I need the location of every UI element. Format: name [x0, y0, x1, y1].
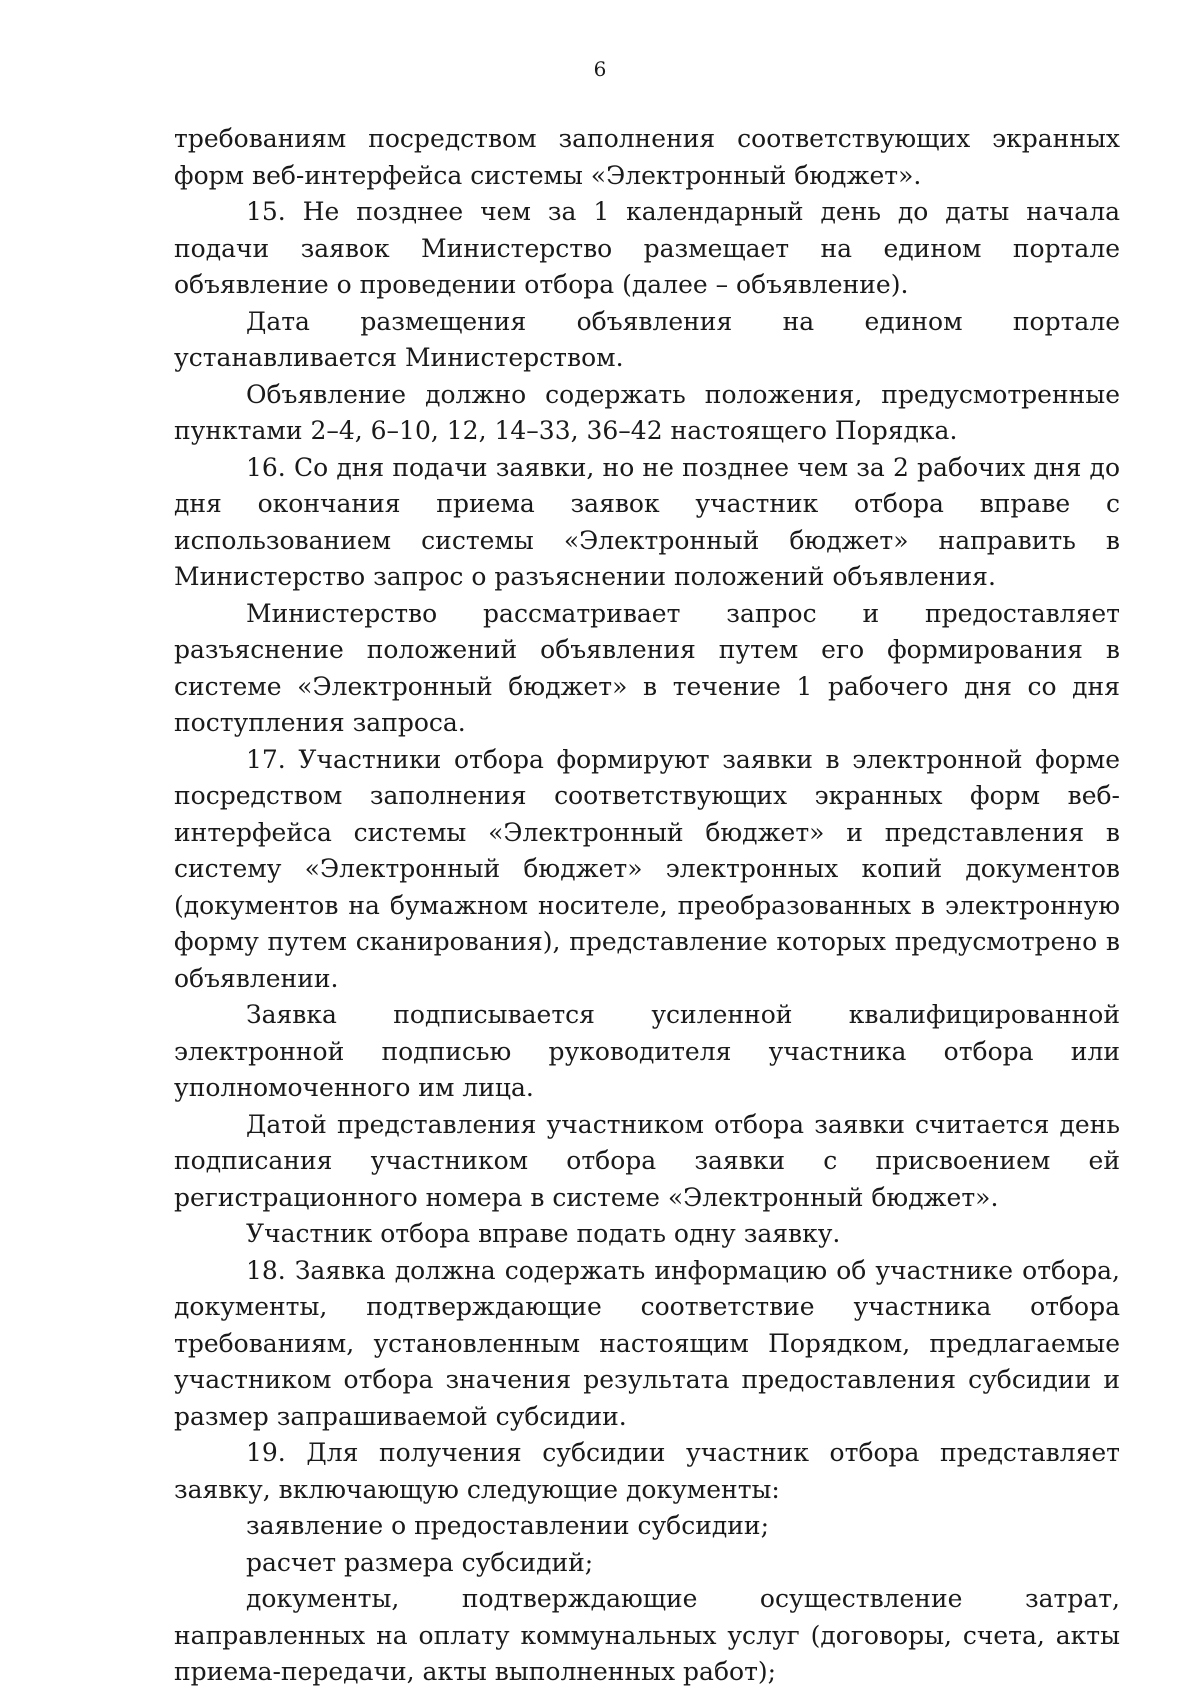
paragraph-item-17: 17. Участники отбора формируют заявки в электронной форме посредством заполнения соответствующих экранных форм веб-интерфейса системы «Электронный бюджет» и представления в систему «Электронный бюджет» электронных копий документов (документов на бумажном носителе, преобразованных в электронную форму путем сканирования), представление которых предусмотрено в объявлении.	[174, 744, 1120, 993]
paragraph: Участник отбора вправе подать одну заявку.	[246, 1219, 841, 1248]
paragraph: Объявление должно содержать положения, предусмотренные пунктами 2–4, 6–10, 12, 14–33, 36–42 настоящего Порядка.	[174, 379, 1120, 445]
document-body	[174, 121, 1120, 1691]
page-number: 6	[593, 57, 607, 81]
paragraph-item-15: 15. Не позднее чем за 1 календарный день до даты начала подачи заявок Министерство размещает на едином портале объявление о проведении отбора (далее – объявление).	[174, 197, 1120, 299]
paragraph-continuation: требованиям посредством заполнения соответствующих экранных форм веб-интерфейса системы «Электронный бюджет».	[174, 124, 1120, 190]
paragraph: Датой представления участником отбора заявки считается день подписания участником отбора заявки с присвоением ей регистрационного номера в системе «Электронный бюджет».	[174, 1109, 1120, 1212]
paragraph-item-19: 19. Для получения субсидии участник отбора представляет заявку, включающую следующие документы:	[174, 1438, 1120, 1504]
paragraph: Заявка подписывается усиленной квалифицированной электронной подписью руководителя участника отбора или уполномоченного им лица.	[174, 1000, 1120, 1102]
paragraph-item-16: 16. Со дня подачи заявки, но не позднее чем за 2 рабочих дня до дня окончания приема заявок участник отбора вправе с использованием системы «Электронный бюджет» направить в Министерство запрос о разъяснении положений объявления.	[174, 452, 1120, 591]
list-item: расчет размера субсидий;	[246, 1547, 594, 1577]
list-item: документы, подтверждающие осуществление затрат, направленных на оплату коммунальных услуг (договоры, счета, акты приема-передачи, акты выполненных работ);	[174, 1584, 1120, 1686]
paragraph: Министерство рассматривает запрос и предоставляет разъяснение положений объявления путем его формирования в системе «Электронный бюджет» в течение 1 рабочего дня со дня поступления запроса.	[174, 598, 1120, 737]
paragraph: Дата размещения объявления на едином портале устанавливается Министерством.	[174, 306, 1120, 372]
list-item: заявление о предоставлении субсидии;	[246, 1511, 770, 1540]
paragraph-item-18: 18. Заявка должна содержать информацию об участнике отбора, документы, подтверждающие соответствие участника отбора требованиям, установленным настоящим Порядком, предлагаемые участником отбора значения результата предоставления субсидии и размер запрашиваемой субсидии.	[174, 1255, 1120, 1431]
